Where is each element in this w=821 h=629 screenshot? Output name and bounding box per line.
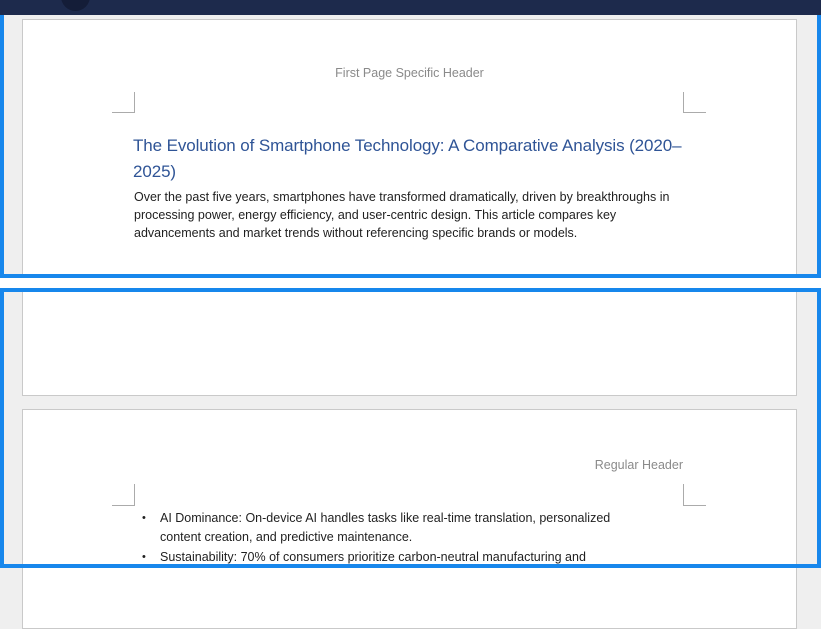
bullet-list[interactable] bbox=[142, 509, 614, 567]
document-page-2[interactable] bbox=[22, 409, 797, 629]
list-item[interactable] bbox=[142, 548, 614, 567]
regular-header-text[interactable]: Regular Header bbox=[594, 458, 683, 472]
margin-corner-mark-top-left bbox=[112, 92, 135, 113]
document-title[interactable]: The Evolution of Smartphone Technology: A Comparative Analysis (2020–2025) bbox=[133, 136, 682, 181]
bullet-icon: • bbox=[142, 551, 146, 563]
margin-corner-mark-top-left bbox=[112, 484, 135, 506]
highlight-box-separator bbox=[0, 278, 821, 289]
titlebar-circle-icon[interactable] bbox=[61, 0, 90, 11]
first-page-header-text[interactable]: First Page Specific Header bbox=[335, 66, 484, 80]
document-intro-paragraph[interactable]: Over the past five years, smartphones have transformed dramatically, driven by breakthroughs in processing power, energy efficiency, and user-centric design. This article compares key advancements and market trends without referencing specific brands or models. bbox=[134, 190, 670, 240]
list-item-text[interactable]: Sustainability: 70% of consumers prioritize carbon-neutral manufacturing and bbox=[160, 550, 586, 564]
margin-corner-mark-top-right bbox=[683, 484, 706, 506]
list-item[interactable] bbox=[142, 509, 614, 546]
document-page-1[interactable] bbox=[22, 19, 797, 396]
margin-corner-mark-top-right bbox=[683, 92, 706, 113]
app-title-bar bbox=[0, 0, 821, 15]
bullet-icon: • bbox=[142, 512, 146, 524]
list-item-text[interactable]: AI Dominance: On-device AI handles tasks like real-time translation, personalized content creation, and predictive maintenance. bbox=[160, 511, 611, 544]
